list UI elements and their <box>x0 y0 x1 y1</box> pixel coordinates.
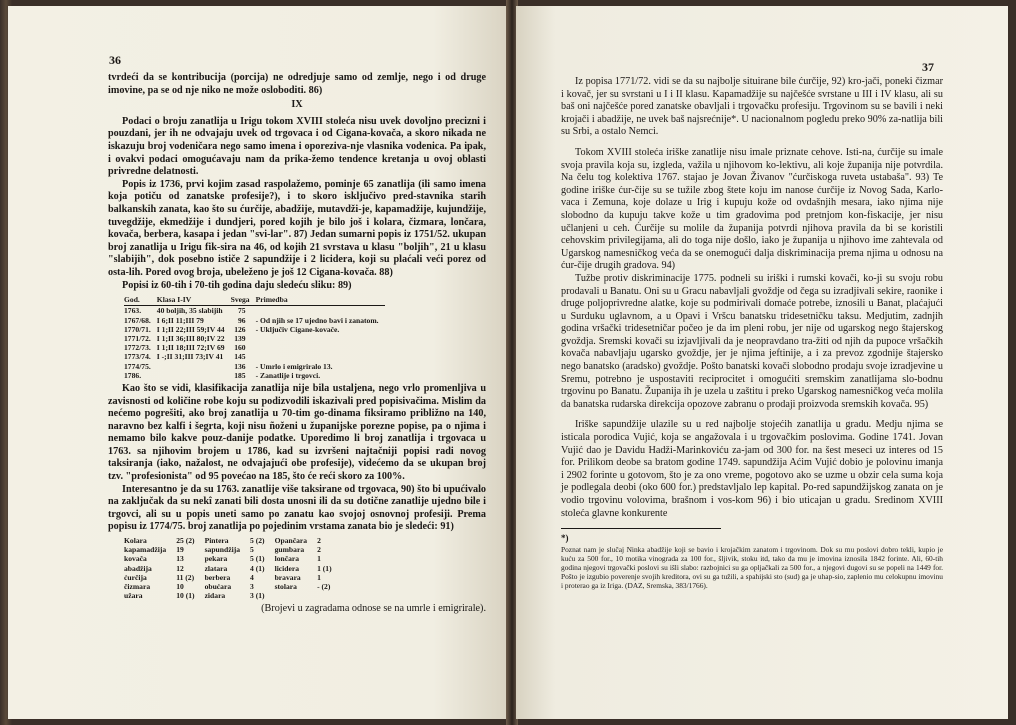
table-cell: 1770/71. <box>124 324 151 334</box>
table-cell: 5 <box>250 545 254 555</box>
table-cell: kovača <box>124 554 147 564</box>
table-cell <box>256 306 385 316</box>
table-row <box>124 343 385 352</box>
table-row <box>124 306 385 316</box>
table-cell: stolara <box>274 582 297 592</box>
footnote-mark: *) <box>561 533 569 544</box>
crafts-table <box>124 536 342 600</box>
table-cell: sapundžija <box>204 545 241 555</box>
table-cell: 145 <box>234 352 246 362</box>
table-cell: 1 <box>317 554 321 564</box>
table-cell: - Zanatlije i trgovci. <box>255 370 321 380</box>
table-cell: užara <box>124 591 143 601</box>
table-cell: I -;II 31;III 73;IV 41 <box>156 352 224 362</box>
table-cell: 25 (2) <box>176 536 195 546</box>
table-cell: 1786. <box>124 370 142 380</box>
table-cell: 1773/74. <box>124 352 151 362</box>
table-cell: 2 <box>317 536 321 546</box>
table-cell: 19 <box>176 545 184 555</box>
table-row <box>124 352 385 361</box>
table-cell: 12 <box>176 563 184 573</box>
paragraph: Podaci o broju zanatlija u Irigu tokom XVIII stoleća nisu uvek dovoljno precizni i pouzdani, jer ih ne odvajaju uvek od trgovaca i od Cigana-kovača, a skoro nikada ne iskazuju broj vodeničara nego samo imena i oporeziva-nje vlasnika vodenica. Pa ipak, i ovakvi podaci omogućavaju nam da prika-žemo tendence kretanja u ovoj oblasti privredne delatnosti. <box>108 115 486 178</box>
table-row <box>124 573 342 582</box>
table-cell <box>256 343 385 352</box>
table-cell: 40 boljih, 35 slabijih <box>156 306 223 316</box>
table-cell: obućara <box>204 582 232 592</box>
table-cell: 136 <box>234 361 246 371</box>
table-cell: ćurčija <box>124 572 147 582</box>
right-page-body <box>561 76 943 590</box>
paragraph-intro: tvrdeći da se kontribucija (porcija) ne odredjuje samo od zemlje, nego i od druge imovine, pa se od nje niko ne može osloboditi. 86) <box>108 72 486 96</box>
table-cell: 185 <box>234 370 246 380</box>
table-cell: zidara <box>204 591 226 601</box>
table-cell: čizmara <box>124 582 151 592</box>
table-cell <box>317 591 342 600</box>
table-row <box>124 545 342 554</box>
table-cell: 1771/72. <box>124 333 151 343</box>
table-cell <box>275 591 318 600</box>
table-row <box>124 582 342 591</box>
table-row <box>124 316 385 325</box>
table-cell: 10 <box>176 582 184 592</box>
census-body <box>124 306 385 380</box>
table-cell: 10 (1) <box>176 591 195 601</box>
census-header-cell: Klasa I-IV <box>157 295 231 306</box>
paragraph: Tokom XVIII stoleća iriške zanatlije nisu imale priznate cehove. Isti-na, ćurčije su imale svoja pravila koja su, izgleda, važila u njihovom ko-lektivu, ali koje županija nije potvrdila. Na čelu tog kolektiva 1767. stajao je Jovan Živanov "ćurčiskoga ruveta ustabaša". 93) Te godine iriške ćur-čije su se tužile zbog štete koju im nanose ćurčije iz Novog Sada, Karlo-vaca i Zemuna, koje dolaze u Irig i kupuju kože od ovdašnjih mesara, iako njima nije slobodno da kupuju takve kože u tim gradovima pod pretnjom kon-fiskacije, jer nisu učlanjeni u ceh. Ćurčije su molile da županija potvrdi njihova pravila da bi se koristili cehovskim privilegijama, ali do toga nije došlo, iako je županija u njihovo ime zahtevala od Ugarskog namesničkog veća da se onemogući dalja diskriminacija prema njima u odnosu na ćur-čije drugih gradova. 94) <box>561 146 943 272</box>
table-row <box>124 371 385 380</box>
table-cell: 1763. <box>124 306 142 316</box>
table-cell: 1 (1) <box>317 563 332 573</box>
left-page-body <box>108 72 486 616</box>
table-cell: - (2) <box>317 582 331 592</box>
table-row <box>124 334 385 343</box>
table-cell: I 1;II 18;III 72;IV 69 <box>156 343 225 353</box>
table-row <box>124 362 385 371</box>
table-cell: 160 <box>234 343 246 353</box>
table-cell: Kolara <box>124 536 147 546</box>
paragraph: Iriške sapundžije ulazile su u red najbolje stojećih zanatlija u gradu. Medju njima se isticala porodica Vujić, koja se angažovala i u trgovačkim poslovima. Godine 1741. Jovan Vujić dao je Davidu Hadži-Marinkoviću za-jam od 300 for. na šest meseci uz interes od 15 for. Prilikom deobe sa bratom godine 1749. sapundžija Aćim Vujić dobio je polovinu imanja i 2902 forinte u gotovom, što je za ono vreme, pogotovo ako se uzme u obzir cela suma koja je podlegala deobi (oko 600 for.) predstavljalo lep kapital. Po-red sapundžijskog zanata on je vodio trgovinu volovima, brašnom i vos-kom 96) i bio uticajan u gradu. Sredinom XVIII stoleća glavne konkurente <box>561 419 943 519</box>
table-cell: 3 <box>250 582 254 592</box>
table-cell: kapamadžija <box>124 545 167 555</box>
table-cell: I 1;II 22;III 59;IV 44 <box>156 324 225 334</box>
section-title: IX <box>291 99 303 111</box>
census-header-cell: Svega <box>231 295 256 306</box>
paragraph: Popisi iz 60-tih i 70-tih godina daju sledeću sliku: 89) <box>122 279 352 291</box>
table-cell: lončara <box>274 554 300 564</box>
table-cell: 126 <box>234 324 246 334</box>
footnote: Poznat nam je slučaj Ninka abadžije koji se bavio i krojačkim zanatom i trgovinom. Dok su mu poslovi dobro tekli, kupio je kuću za 500 for., 10 motika vinograda za 100 for., šljivik, stoku itd, tako da mu je imovina iznosila 1842 forinte. Ali, 60-tih godina njegovi trgovački poslovi su išli slabo: razbojnici su ga opljačkali za 500 for., a njegovi dugovi su se popeli na 1449 for. Pošto je izgubio poverenje svojih kreditora, ovi su ga tužili, a spahijski sto (sud) ga je uhap-sio, zaplenio mu celokupnu imovinu i proterao ga iz Iriga. (DAZ, Sremska, 383/1766). <box>561 544 943 590</box>
table-cell: I 6;II 11;III 79 <box>156 315 204 325</box>
paragraph: Popis iz 1736, prvi kojim zasad raspolažemo, pominje 65 zanatlija (ili samo imena koja potiču od zanatske profesije?), i to skoro isključivo pred-stavnika starih balkanskih zanata, kao što su ćurčije, abadžije, mutavdži-je, kapamadžije, kujundžije, tuvegdžije, ekmedžije i dundjeri, pored kojih je bilo još i kolara, čizmara, lončara, kovača, berbera, kasapa i jedan "svi-lar". 87) Jedan sumarni popis iz 1751/52. ukupan broj zanatlija u Irigu fik-sira na 46, od kojih 21 svrstava u klasu "boljih", 21 u klasu "slabijih", dok posebno ističe 2 sapundžije i 2 licidera, koji su plaćali veći porez od osta-lih. Pored ovog broja, ubeleženo je još 12 Cigana-kovača. 88) <box>108 178 486 278</box>
page-number-right: 37 <box>922 60 934 74</box>
census-header-cell: Primedba <box>256 295 385 306</box>
table-cell: 3 (1) <box>250 591 265 601</box>
table-cell: 11 (2) <box>176 572 195 582</box>
census-header-cell: God. <box>124 295 157 306</box>
table-cell: 5 (1) <box>250 554 265 564</box>
table-cell: licidera <box>274 563 300 573</box>
table-cell: abadžija <box>124 563 152 573</box>
table-cell: 5 (2) <box>250 536 265 546</box>
table-cell <box>256 352 385 361</box>
page-number-left: 36 <box>109 53 121 67</box>
paragraph: Kao što se vidi, klasifikacija zanatlija nije bila ustaljena, nego vrlo promenljiva u zavisnosti od količine robe koju su podizvodili iskazivali pred popisivačima. Mislim da nećemo pogrešiti, ako broj zanatlija u 70-tim go-dinama fiksiramo približno na 140, naravno bez kalfi i šegrta, koji nisu ñoženi u županijske porezne popise, pa o njima i nemamo bilo kakve pouz-danije podatke. Uporedimo li broj zanatlija i trgovaca u 1763. sa njihovim brojem u 1786, kad su izvršeni najtačniji popisi radi novog taksiranja (iako, nažalost, ne odvajajući obe profesije), videćemo da se ukupan broj tzv. "profesionista" od 95 povećao na 185, što će reći skoro za 100%. <box>108 382 486 483</box>
table-cell: - Uključiv Cigane-kovače. <box>255 324 340 334</box>
census-table <box>124 295 385 380</box>
crafts-body <box>124 536 342 600</box>
paragraph: Tužbe protiv diskriminacije 1775. podneli su iriški i rumski kovači, ko-ji su svoju robu prodavali u Banatu. Oni su u Gracu nabavljali gvoždje od čega su izradjivali sekire, raonike i druge poljoprivredne alatke, koje su podmirivali domaće potrebe, iznosili u Banat, plaćajući u Surduku uglavnom, a u Opavi i Vršcu banatsku tridesetničku taksu. Medjutim, zadnjih godina vršački tridesetničar počeo je da im pleni robu, jer nije od ugarskog nego štajerskog gvoždja. Sremski kovači su izjavljivali da je neopravdano tra-žiti od njih da pupoce vršačkih kovača nabavljaju ugarsko gvoždje, jer je njima jeftinije, a i za prevoz zgodnije štajersko nego banatsko (aradsko) gvoždje. Pošto banatski kovači slobodno prodaju svoje izradjevine u Sremu, potrebno je uspostaviti reciprocitet i omogućiti sremskim zanatlijama slo-bodnu trgovinu po Banatu. Županija ih je uzela u zaštitu i preko Ugarskog namesničkog veća molila da banatska rudarska direkcija opozove zabranu o prodaji proizvoda sremskih kovača. 95) <box>561 272 943 410</box>
left-page <box>8 6 508 719</box>
paragraph: Interesantno je da su 1763. zanatlije više taksirane od trgovaca, 90) što bi upućivalo na zaključak da su nekî zanati bili dosta unosni ili da su dotične zanatlije ujedno bile i trgovci, ali su u popis uneti samo po zanatu kao svojoj osnovnoj profesiji. Prema popisu iz 1774/75. broj zanatlija po pojedinim vrstama zanata bio je sledeći: 91) <box>108 483 486 533</box>
table-cell: 2 <box>317 545 321 555</box>
footnote-rule <box>561 528 721 529</box>
table-cell: 1774/75. <box>124 361 151 371</box>
table-cell: 96 <box>237 315 246 325</box>
right-page <box>516 6 1008 719</box>
table-cell: berbera <box>204 572 231 582</box>
table-cell: pekara <box>204 554 228 564</box>
table-cell: - Umrlo i emigriralo 13. <box>255 361 333 371</box>
table-cell: 1 <box>317 572 321 582</box>
table-cell: Opančara <box>274 536 308 546</box>
table-cell: zlatara <box>204 563 228 573</box>
table-cell: - Od njih se 17 ujedno bavi i zanatom. <box>255 315 379 325</box>
table-row <box>124 325 385 334</box>
table-note: (Brojevi u zagradama odnose se na umrle i emigrirale). <box>261 603 486 615</box>
table-row <box>124 554 342 563</box>
census-header-row <box>124 295 385 306</box>
table-cell: I 1;II 36;III 80;IV 22 <box>156 333 225 343</box>
table-cell: 75 <box>237 306 246 316</box>
table-cell: 13 <box>176 554 184 564</box>
paragraph: Iz popisa 1771/72. vidi se da su najbolje situirane bile ćurčije, 92) kro-jači, poneki čizmar i kovač, jer su svrstani u I i II klasu. Kapamadžije su najčešće svrstane u III i IV klasu, ali su baš oni najčešće pored zanatske obavljali i trgovačku profesiju. Trgovinom su se bavili i neki krojači i abadžije, ne uvek baš najsrećnije*. U nacionalnom pogledu preko 90% za-natlija bili su Srbi, a ostalo Nemci. <box>561 76 943 138</box>
table-row <box>124 536 342 545</box>
table-cell <box>256 334 385 343</box>
table-cell: bravara <box>274 572 301 582</box>
table-cell <box>157 362 231 371</box>
table-row <box>124 564 342 573</box>
table-cell: gumbara <box>274 545 305 555</box>
table-cell: 4 (1) <box>250 563 265 573</box>
table-row <box>124 591 342 600</box>
table-cell: 1772/73. <box>124 343 151 353</box>
table-cell: Pintera <box>204 536 229 546</box>
table-cell: 1767/68. <box>124 315 151 325</box>
table-cell <box>157 371 231 380</box>
table-cell: 139 <box>234 333 246 343</box>
table-cell: 4 <box>250 572 254 582</box>
